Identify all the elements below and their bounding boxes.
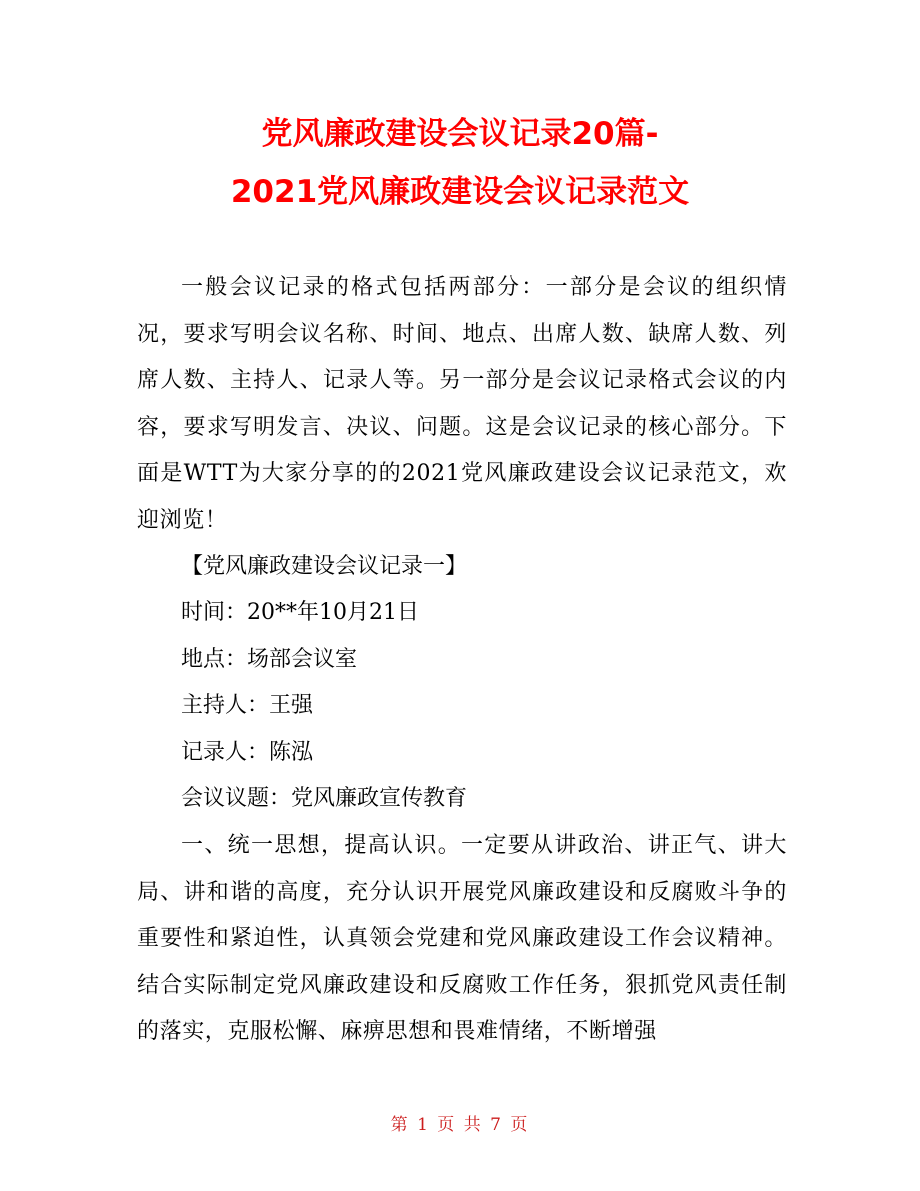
document-title-line2: 2021党风廉政建设会议记录范文 bbox=[230, 174, 690, 210]
meeting-place: 地点：场部会议室 bbox=[181, 647, 358, 672]
intro-paragraph: 一般会议记录的格式包括两部分：一部分是会议的组织情况，要求写明会议名称、时间、地点、出席人数、缺席人数、列席人数、主持人、记录人等。另一部分是会议记录格式会议的内容，要求写明发言、决议、问题。这是会议记录的核心部分。下面是WTT为大家分享的的2021党风廉政建设会议记录范文，欢迎浏览！ bbox=[137, 275, 787, 533]
meeting-recorder: 记录人：陈泓 bbox=[181, 740, 314, 765]
section-heading: 【党风廉政建设会议记录一】 bbox=[181, 554, 468, 579]
meeting-time: 时间：20**年10月21日 bbox=[181, 600, 419, 625]
page-number-footer: 第 1 页 共 7 页 bbox=[390, 1115, 530, 1135]
document-title-line1: 党风廉政建设会议记录20篇- bbox=[261, 116, 659, 152]
point-one-paragraph: 一、统一思想，提高认识。一定要从讲政治、讲正气、讲大局、讲和谐的高度，充分认识开展党风廉政建设和反腐败斗争的重要性和紧迫性，认真领会党建和党风廉政建设工作会议精神。结合实际制定党风廉政建设和反腐败工作任务，狠抓党风责任制的落实，克服松懈、麻痹思想和畏难情绪，不断增强 bbox=[137, 833, 787, 1044]
meeting-host: 主持人：王强 bbox=[181, 693, 314, 718]
meeting-topic: 会议议题：党风廉政宣传教育 bbox=[181, 786, 468, 811]
